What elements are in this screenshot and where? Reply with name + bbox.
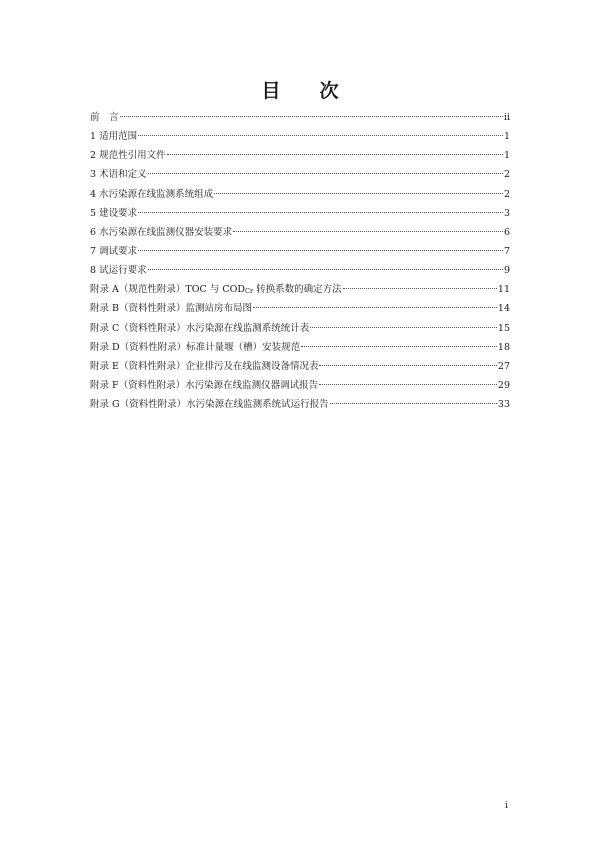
toc-leader-dots xyxy=(138,250,503,251)
toc-leader-dots xyxy=(120,116,503,117)
toc-entry-label: 前 言 xyxy=(90,112,119,123)
toc-entry-label-main: 附录 A（规范性附录）TOC 与 COD xyxy=(90,284,245,296)
toc-entry-label: 附录 C（资料性附录）水污染源在线监测系统统计表 xyxy=(90,322,310,334)
toc-leader-dots xyxy=(214,193,503,194)
toc-entry[interactable] xyxy=(90,319,510,338)
toc-leader-dots xyxy=(310,327,497,328)
toc-entry-page: 33 xyxy=(497,399,510,411)
toc-entry-page: 29 xyxy=(497,379,510,391)
toc-entry-label: 2 规范性引用文件 xyxy=(90,150,166,162)
toc-entry-label: 附录 D（资料性附录）标准计量堰（槽）安装规范 xyxy=(90,341,301,353)
toc-entry[interactable] xyxy=(90,299,510,318)
toc-entry-page: 15 xyxy=(497,322,510,334)
toc-entry-page: 18 xyxy=(497,341,510,353)
toc-entry[interactable] xyxy=(90,376,510,395)
toc-entry[interactable] xyxy=(90,357,510,376)
toc-entry-label-subscript: Cr xyxy=(245,287,254,296)
page-title: 目 次 xyxy=(261,80,349,102)
toc-entry[interactable] xyxy=(90,204,510,223)
toc-entry-label: 4 水污染源在线监测系统组成 xyxy=(90,188,214,200)
toc-entry[interactable] xyxy=(90,223,510,242)
toc-entry-page: 2 xyxy=(503,188,510,200)
toc-entry[interactable] xyxy=(90,146,510,165)
toc-leader-dots xyxy=(148,269,503,270)
toc-entry-label: 附录 F（资料性附录）水污染源在线监测仪器调试报告 xyxy=(90,379,319,391)
toc-entry-page: 27 xyxy=(497,360,510,372)
toc-entry-page: 6 xyxy=(503,226,510,238)
toc-leader-dots xyxy=(343,288,497,289)
toc-entry[interactable] xyxy=(90,127,510,146)
toc-leader-dots xyxy=(138,212,503,213)
toc-entry-page: 1 xyxy=(503,131,510,143)
toc-entry-page: 1 xyxy=(503,150,510,162)
toc-entry-label: 5 建设要求 xyxy=(90,207,138,219)
toc-leader-dots xyxy=(319,365,496,366)
toc-leader-dots xyxy=(233,231,503,232)
toc-entry-label: 6 水污染源在线监测仪器安装要求 xyxy=(90,226,233,238)
toc-entry-page: 14 xyxy=(497,303,510,315)
toc-entry-label: 1 适用范围 xyxy=(90,131,138,143)
toc-leader-dots xyxy=(138,135,503,136)
toc-entry-page: 9 xyxy=(503,265,510,277)
toc-entry-label: 附录 E（资料性附录）企业排污及在线监测设备情况表 xyxy=(90,360,319,372)
toc-entry-label: 3 术语和定义 xyxy=(90,169,147,181)
toc-entry-label xyxy=(90,280,342,301)
toc-entry-page: ii xyxy=(503,112,510,123)
toc-leader-dots xyxy=(148,173,503,174)
toc-entry[interactable] xyxy=(90,242,510,261)
page-number: i xyxy=(505,801,508,811)
toc-leader-dots xyxy=(253,307,497,308)
toc-entry-page: 3 xyxy=(503,207,510,219)
toc-entry[interactable] xyxy=(90,395,510,414)
table-of-contents xyxy=(90,108,510,414)
toc-entry[interactable] xyxy=(90,261,510,280)
toc-entry-page: 7 xyxy=(503,245,510,257)
toc-entry-label: 附录 G（资料性附录）水污染源在线监测系统试运行报告 xyxy=(90,399,329,411)
toc-entry-label-suffix: 转换系数的确定方法 xyxy=(253,284,342,296)
toc-entry[interactable] xyxy=(90,165,510,184)
toc-entry-label: 附录 B（资料性附录）监测站房布局图 xyxy=(90,303,253,315)
toc-entry[interactable] xyxy=(90,280,510,299)
toc-entry[interactable] xyxy=(90,185,510,204)
toc-entry-page: 2 xyxy=(503,169,510,181)
toc-leader-dots xyxy=(167,154,503,155)
toc-entry[interactable] xyxy=(90,108,510,127)
toc-leader-dots xyxy=(301,346,497,347)
toc-entry-page: 11 xyxy=(497,284,510,296)
toc-entry-label: 7 调试要求 xyxy=(90,245,138,257)
toc-leader-dots xyxy=(330,403,497,404)
toc-leader-dots xyxy=(319,384,497,385)
toc-entry[interactable] xyxy=(90,338,510,357)
toc-entry-label: 8 试运行要求 xyxy=(90,265,147,277)
